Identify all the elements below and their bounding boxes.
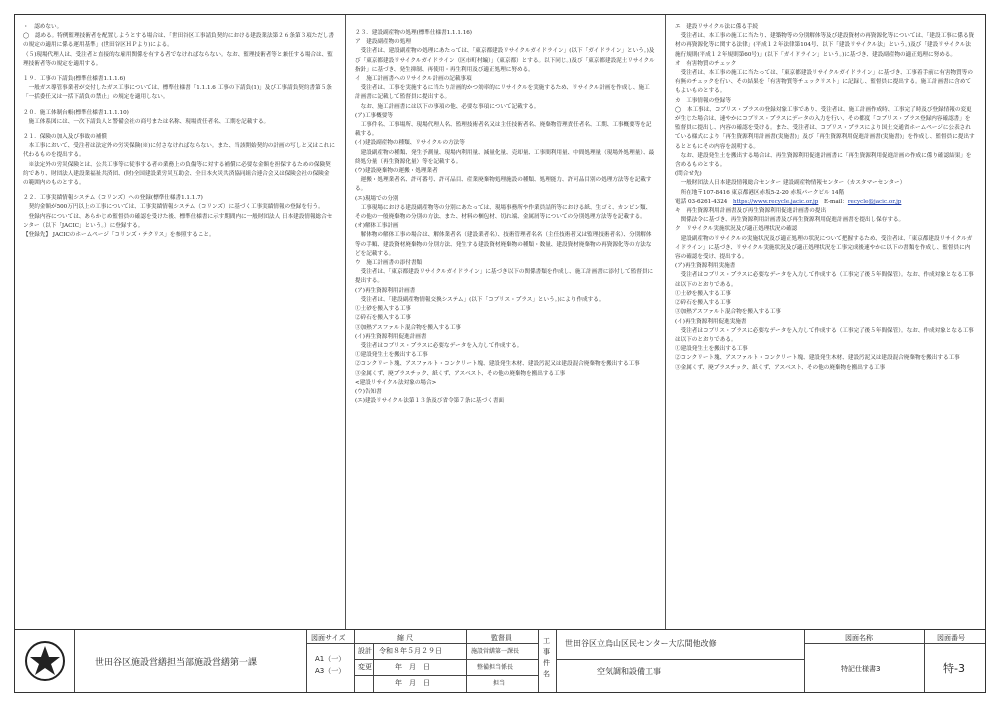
- design-label: 設計: [358, 647, 372, 655]
- spec-paragraph: 契約金額が500万円以上の工事については、工事実績情報システム（コリンズ）に基づく工事実績情報の登録を行う。: [28, 204, 324, 211]
- spec-paragraph: 受注者は、「東京都建設リサイクルガイドライン」に基づき以下の関係書類を作成し、施工計画書に添付して監督員に提出する。: [355, 269, 654, 285]
- spec-paragraph: ②コンクリート塊、アスファルト・コンクリート塊、建設発生木材、建設汚泥又は建設混合廃棄物を搬出する工事: [355, 361, 640, 368]
- spec-paragraph: ①土砂を搬入する工事: [675, 290, 731, 297]
- spec-paragraph: 本工事において、受注者は法定外の労災保険(※)に付さなければならない。また、当該開始契約の計画の写しと又はこれに代わるものを提出する。: [23, 143, 335, 159]
- email-link[interactable]: recycle@jacic.or.jp: [847, 198, 902, 205]
- spec-paragraph: (ア)再生資源利用実施書: [675, 263, 736, 270]
- drawing-name: 特記仕様書3: [841, 665, 881, 673]
- spec-paragraph: ②コンクリート塊、アスファルト・コンクリート塊、建設発生木材、建設汚泥又は建設混合廃棄物を搬出する工事: [675, 355, 960, 362]
- spec-paragraph: （５)現場代理人は、受注者と直接的な雇用関係を有する者でなければならない。なお、監理技術者等と兼任する場合は、監理技術者等の規定を適用する。: [23, 51, 333, 67]
- spec-paragraph: 関係法令に基づき、再生資源利用計画書及び再生資源利用促進計画書を提出し保存する。: [680, 217, 905, 224]
- supervisor-label: 監督員: [491, 634, 512, 642]
- spec-paragraph: オ 有害物質のチェック: [675, 60, 737, 67]
- size-a1: A1（一）: [315, 655, 346, 663]
- spec-paragraph: ◯ 認める。特例監理技術者を配置しようとする場合は、「世田谷区工事請負契約における建設業法第２６条第３項ただし書の規定の適用に係る運用基準」(世田谷区ＨＰより)による。: [23, 33, 335, 49]
- design-date: 令和８年５月２９日: [379, 647, 442, 655]
- column-divider: [665, 15, 666, 630]
- column-middle: [355, 23, 655, 406]
- spec-paragraph: ◯ 本工事は、コブリス・プラスの登録対象工事であり、受注者は、施工計画作成時、工事完了時及び登録情報の変更が生じた場合は、速やかにコブリス・プラスにデータの入力を行い、その都度「コブリス・プラス登録内容確認書」を監督員に提出し、内容の確認を受ける。また、受注者は、コブリス・プラスにより国土交通省ホームページに公表されている様式により「再生資源利用計画書(実施書)」及び「再生資源利用促進計画書(実施書)」を作成し、監督員に提出するとともにその内容を説明する。: [675, 106, 975, 150]
- spec-paragraph: ②砕石を搬入する工事: [675, 300, 731, 307]
- spec-paragraph: ※法定外の労災保険とは、公共工事等に従事する者の業務上の負傷等に対する補償に必要な金額を担保するための保険契約であり、財団法人建設業福祉共済団、(財)全国建設業労災互助会、全日本火災共済協同組合連合会又は保険会社の保険金の範囲内のものとする。: [23, 161, 331, 187]
- spec-paragraph: カ 工事情報の登録等: [675, 97, 731, 104]
- recycle-url-link[interactable]: https://www.recycle.jacic.or.jp: [732, 198, 819, 205]
- spec-paragraph: (ウ)建設廃棄物の運搬・処理業者: [355, 168, 438, 175]
- spec-paragraph: 受注者は、「建設副産物情報交換システム」(以下「コブリス・プラス」という。)により作成する。: [360, 296, 605, 303]
- spec-paragraph: (オ)解体工事計画: [355, 223, 399, 230]
- spec-paragraph: (イ)建設副産物の種類、リサイクルの方法等: [355, 140, 465, 147]
- spec-paragraph: ①建設発生土を搬出する工事: [355, 352, 428, 359]
- department-name: 世田谷区施設営繕担当部施設営繕第一課: [95, 658, 258, 668]
- spec-paragraph: ウ 施工計画書の添付書類: [355, 260, 423, 267]
- spec-paragraph: 受注者はコブリス・プラスに必要なデータを入力して作成する（工事完了後５年間保管）。なお、作成対象となる工事は以下のとおりである。: [675, 272, 974, 288]
- spec-paragraph: 登録内容については、あらかじめ監督員の確認を受けた後、標準仕様書に示す期間内に一般財団法人 日本建設情報総合センター（以下「JACIC」という。）に登録する。: [23, 213, 333, 229]
- spec-paragraph: ③金属くず、廃プラスチック、紙くず、アスベスト、その他の廃棄物を搬出する工事: [675, 364, 886, 371]
- spec-paragraph: なお、施工計画書には以下の事項の他、必要な事項について記載する。: [360, 103, 540, 110]
- spec-paragraph: イ 施工計画書へのリサイクル計画の記載事項: [355, 76, 472, 83]
- column-right: [675, 23, 975, 373]
- logo-cell: [15, 630, 75, 692]
- spec-paragraph: ク リサイクル実施状況及び適正処理状況の確認: [675, 226, 798, 233]
- spec-paragraph: (問合せ先): [675, 171, 702, 178]
- ward-emblem-icon: [15, 630, 75, 692]
- scale-label: 縮 尺: [397, 634, 414, 642]
- change-label: 変更: [358, 663, 372, 671]
- spec-paragraph: 受注者は、建設副産物の処理にあたっては、「東京都建設リサイクルガイドライン」(以下「ガイドライン」という。)及び「東京都建設リサイクルガイドライン（区市町村編）」（東京都）とする。以下同じ。)及び「東京都建設泥土リサイクル指針」に基づき、発生抑制、再使用・再生利用及び適正処理に努める。: [355, 48, 655, 73]
- spec-paragraph: (イ)再生資源利用促進実施書: [675, 318, 747, 325]
- column-left: [23, 23, 335, 240]
- spec-paragraph: エ 建設リサイクル法に係る手続: [675, 24, 759, 30]
- spec-paragraph: 一般財団法人日本建設情報総合センター 建設副産物情報センター（カスタマーセンター）: [680, 180, 906, 187]
- kenmei-label: 工事件名: [543, 637, 550, 678]
- spec-paragraph: ③加熱アスファルト混合物を搬入する工事: [675, 309, 781, 316]
- spec-sheet: [14, 14, 986, 693]
- spec-paragraph: 所在地〒107-8416 東京都港区赤坂5-2-20 赤坂パークビル 14階: [680, 189, 845, 196]
- size-a3: A3（一）: [315, 667, 346, 675]
- spec-paragraph: 一般ガス導管事業者が交付したガス工事については、標準仕様書「1.1.1.6 工事の下請負(1)」及び工事請負契約書第５条「一括委任又は一括下請負の禁止」の規定を適用しない。: [23, 85, 332, 101]
- spec-paragraph: ２０．施工体制台帳(標準仕様書1.1.1.10): [23, 109, 129, 116]
- spec-paragraph: 【登録先】 JACICのホームページ「コリンズ・テクリス」を参照すること。: [23, 232, 215, 239]
- spec-paragraph: キ 再生資源利用計画書及び再生資源利用促進計画書の提出: [675, 208, 827, 215]
- spec-paragraph: 建設副産物の種類、発生予測量、現場内利用量、減量化量、売却量、工事間利用量、中間処理量（現場外処理量）、最終処分量（再生資源化量）等を記載する。: [355, 149, 655, 165]
- supervisor-row-2: 整備担当係長: [477, 664, 514, 671]
- spec-paragraph: なお、建設発生土を搬出する場合は、再生資源利用促進計画書に「再生資源利用促進計画の作成に係り確認結果」を含めるものとする。: [675, 152, 972, 169]
- size-label: 図面サイズ: [311, 634, 346, 642]
- spec-paragraph: ③金属くず、廃プラスチック、紙くず、アスベスト、その他の廃棄物を搬出する工事: [355, 370, 566, 377]
- spec-paragraph: <建設リサイクル法対象の場合>: [355, 379, 437, 386]
- spec-paragraph: 施工体系図には、一次下請負人と警備会社の商号または名称、現場責任者名、工期を記載する。: [28, 118, 270, 125]
- spec-paragraph: ２２．工事実績情報システム（コリンズ）への登録(標準仕様書1.1.1.7): [23, 195, 203, 202]
- column-divider: [345, 15, 346, 630]
- drawing-number-label: 図面番号: [937, 634, 965, 642]
- supervisor-row-1: 施設営繕第一課長: [471, 648, 520, 655]
- supervisor-row-3: 担当: [493, 680, 506, 687]
- work-name: 空気調和設備工事: [597, 667, 661, 676]
- drawing-name-label: 図面名称: [845, 634, 873, 642]
- spec-paragraph: 工事現場における建設副産物等の分別にあたっては、現場事務所や作業員詰所等における紙、生ゴミ、カンビン類、その他の一般廃棄物の分別の方法、また、材料の梱包材、切れ端、金属屑等についての分別処理方法等を記載する。: [355, 204, 652, 221]
- spec-paragraph: ２３．建設副産物の処理(標準仕様書1.1.1.16): [355, 30, 472, 36]
- spec-paragraph: ①土砂を搬入する工事: [355, 306, 411, 313]
- spec-paragraph: 建設副産物のリサイクルの実施状況及び適正処理の状況について把握するため、受注者は、「東京都建設リサイクルガイドライン」に基づき、リサイクル実施状況及び適正処理状況を工事完成後速やかに以下の書類を作成し、監督員に内容の確認を受け、提出する。: [675, 235, 973, 261]
- change-date: 年 月 日: [395, 663, 430, 671]
- spec-paragraph: １９．工事の下請負(標準仕様書1.1.1.6): [23, 76, 126, 83]
- spec-paragraph: 受注者は、工事を実施するに当たり計画的かつ効率的にリサイクルを実施するため、リサイクル計画を作成し、施工計画書に記載して監督員に提出する。: [355, 85, 650, 101]
- spec-paragraph: (イ)再生資源利用促進計画書: [355, 333, 427, 340]
- spec-paragraph: ・ 認めない。: [23, 24, 63, 30]
- contact-line: 電話 03-6261-4324 https://www.recycle.jacic.or.jp E-mail：recycle@jacic.or.jp: [675, 198, 902, 205]
- project-name: 世田谷区立烏山区民センター大広間他改修: [565, 639, 717, 648]
- spec-paragraph: 解体物の解体工事の場合は、解体業者名（建設業者名）、技術管理者名名（主任技術者又は監理技術者名）、分別解体等の手順、建設資材廃棄物の分別方法、発生する建設資材廃棄物の種類・数量、建設資材廃棄物の再資源化等の方法などを記載する。: [355, 232, 652, 257]
- spec-paragraph: ２１．保険の加入及び事故の補償: [23, 134, 107, 141]
- spec-paragraph: (エ)現場での分別: [355, 195, 399, 202]
- spec-paragraph: 運搬・処理業者名、許可番号、許可品目、産業廃棄物処理施設の種類、処理能力、許可品目別の処理方法等を記載する。: [355, 177, 652, 193]
- spec-paragraph: 受注者はコブリス・プラスに必要なデータを入力して作成する。: [360, 342, 523, 349]
- spec-paragraph: ②砕石を搬入する工事: [355, 315, 411, 322]
- spec-paragraph: ③加熱アスファルト混合物を搬入する工事: [355, 324, 461, 331]
- spec-paragraph: 受注者は、本工事の施工に当たっては、「東京都建設リサイクルガイドライン」に基づき、工事着手前に有害物質等の有無のチェックを行い、その結果を「有害物質等チェックリスト」に記録し、監督員に提出する。施工計画書に含めてもよいものとする。: [675, 70, 973, 95]
- spec-paragraph: (ウ)告知書: [355, 388, 382, 395]
- spec-paragraph: (ア)工事概要等: [355, 112, 393, 119]
- spec-paragraph: (エ)建設リサイクル法第１３条及び省令第７条に基づく書面: [355, 398, 505, 405]
- spec-paragraph: 受注者は、本工事の施工に当たり、建築物等の分別解体等及び建設資材の再資源化等については、「建設工事に係る資材の再資源化等に関する法律」(平成１２年法律第104号、以下「建設リサイクル法」という。)及び「建設リサイクル法施行規則(平成１２年規則第60号)」(以下「ガイドライン」という。)に基づき、建設副産物の適正処理に努める。: [675, 33, 975, 58]
- drawing-number: 特-3: [943, 662, 965, 675]
- blank-date: 年 月 日: [395, 679, 430, 687]
- title-block: [15, 629, 985, 692]
- spec-paragraph: 受注者はコブリス・プラスに必要なデータを入力して作成する（工事完了後５年間保管）。なお、作成対象となる工事は以下のとおりである。: [675, 327, 974, 343]
- spec-paragraph: (ア)再生資源利用計画書: [355, 287, 416, 294]
- spec-paragraph: 工事件名、工事場所、現場代理人名、監理技術者名又は主任技術者名、廃棄物管理責任者名、工期、工事概要等を記載する。: [355, 122, 652, 138]
- spec-paragraph: ア 建設副産物の処理: [355, 39, 411, 46]
- spec-paragraph: ①建設発生土を搬出する工事: [675, 346, 748, 353]
